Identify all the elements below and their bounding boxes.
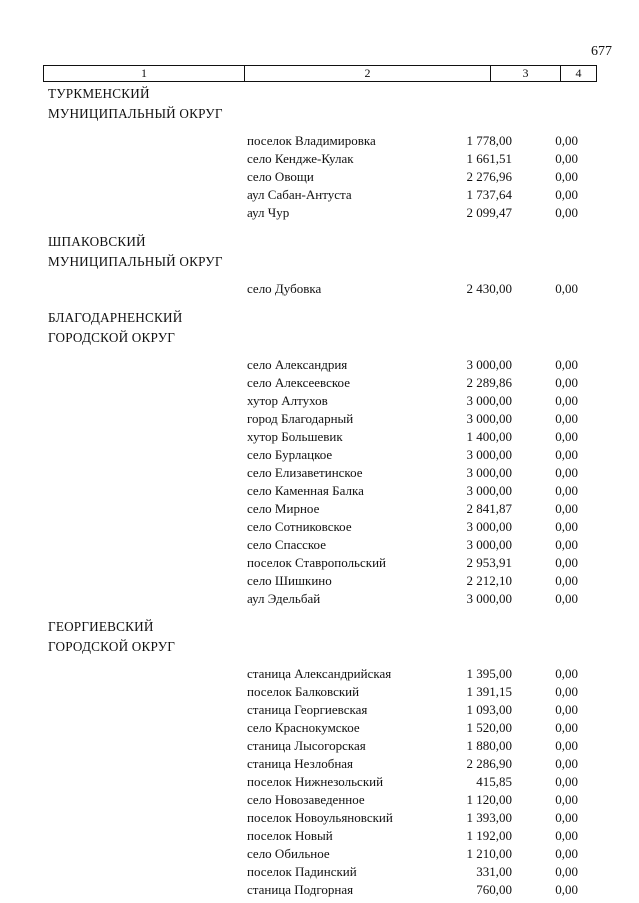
table-row bbox=[0, 500, 639, 518]
value-col-4: 0,00 bbox=[555, 357, 578, 372]
value-col-3: 415,85 bbox=[476, 774, 512, 789]
settlement-name: село Каменная Балка bbox=[247, 483, 364, 498]
table-row bbox=[0, 446, 639, 464]
table-row bbox=[0, 374, 639, 392]
settlement-name: село Алексеевское bbox=[247, 375, 350, 390]
table-body bbox=[0, 84, 639, 899]
value-col-3: 1 737,64 bbox=[466, 187, 512, 202]
value-col-3: 3 000,00 bbox=[466, 447, 512, 462]
value-col-3: 1 400,00 bbox=[466, 429, 512, 444]
district-heading-line: ШПАКОВСКИЙ bbox=[48, 234, 146, 249]
value-col-4: 0,00 bbox=[555, 151, 578, 166]
value-col-3: 1 192,00 bbox=[466, 828, 512, 843]
settlement-list bbox=[0, 665, 639, 899]
settlement-name: поселок Новоульяновский bbox=[247, 810, 393, 825]
table-row bbox=[0, 356, 639, 374]
settlement-name: аул Сабан-Антуста bbox=[247, 187, 352, 202]
table-row bbox=[0, 392, 639, 410]
value-col-4: 0,00 bbox=[555, 411, 578, 426]
district-heading bbox=[48, 232, 639, 272]
table-row bbox=[0, 554, 639, 572]
district-heading-line: МУНИЦИПАЛЬНЫЙ ОКРУГ bbox=[48, 106, 223, 121]
settlement-list bbox=[0, 132, 639, 222]
table-row bbox=[0, 590, 639, 608]
table-row bbox=[0, 701, 639, 719]
value-col-4: 0,00 bbox=[555, 702, 578, 717]
value-col-4: 0,00 bbox=[555, 555, 578, 570]
table-row bbox=[0, 665, 639, 683]
value-col-3: 3 000,00 bbox=[466, 357, 512, 372]
table-row bbox=[0, 572, 639, 590]
value-col-3: 1 395,00 bbox=[466, 666, 512, 681]
settlement-name: поселок Ставропольский bbox=[247, 555, 386, 570]
table-row bbox=[0, 827, 639, 845]
value-col-4: 0,00 bbox=[555, 774, 578, 789]
district-heading-line: ГЕОРГИЕВСКИЙ bbox=[48, 619, 154, 634]
settlement-name: станица Незлобная bbox=[247, 756, 354, 771]
value-col-4: 0,00 bbox=[555, 573, 578, 588]
settlement-name: аул Эдельбай bbox=[247, 591, 321, 606]
value-col-3: 1 120,00 bbox=[466, 792, 512, 807]
value-col-4: 0,00 bbox=[555, 281, 578, 296]
table-row bbox=[0, 428, 639, 446]
district-heading bbox=[48, 84, 639, 124]
value-col-3: 1 093,00 bbox=[466, 702, 512, 717]
value-col-3: 2 289,86 bbox=[466, 375, 512, 390]
value-col-3: 2 430,00 bbox=[466, 281, 512, 296]
table-row bbox=[0, 863, 639, 881]
value-col-4: 0,00 bbox=[555, 429, 578, 444]
value-col-3: 1 661,51 bbox=[466, 151, 512, 166]
value-col-3: 1 880,00 bbox=[466, 738, 512, 753]
settlement-name: село Спасское bbox=[247, 537, 326, 552]
settlement-name: поселок Владимировка bbox=[247, 133, 376, 148]
table-row bbox=[0, 410, 639, 428]
settlement-name: село Сотниковское bbox=[247, 519, 352, 534]
value-col-4: 0,00 bbox=[555, 666, 578, 681]
settlement-name: станица Лысогорская bbox=[247, 738, 366, 753]
settlement-name: село Кендже-Кулак bbox=[247, 151, 354, 166]
value-col-3: 331,00 bbox=[476, 864, 512, 879]
settlement-name: село Краснокумское bbox=[247, 720, 360, 735]
column-header-3: 3 bbox=[522, 66, 529, 80]
value-col-3: 2 212,10 bbox=[466, 573, 512, 588]
value-col-3: 3 000,00 bbox=[466, 411, 512, 426]
value-col-3: 3 000,00 bbox=[466, 537, 512, 552]
value-col-4: 0,00 bbox=[555, 591, 578, 606]
value-col-4: 0,00 bbox=[555, 393, 578, 408]
value-col-4: 0,00 bbox=[555, 882, 578, 897]
district-heading bbox=[48, 308, 639, 348]
settlement-name: аул Чур bbox=[247, 205, 290, 220]
value-col-3: 2 286,90 bbox=[466, 756, 512, 771]
value-col-4: 0,00 bbox=[555, 501, 578, 516]
settlement-name: хутор Большевик bbox=[247, 429, 343, 444]
table-row bbox=[0, 186, 639, 204]
settlement-name: город Благодарный bbox=[247, 411, 354, 426]
settlement-name: станица Подгорная bbox=[247, 882, 354, 897]
table-row bbox=[0, 683, 639, 701]
table-row bbox=[0, 536, 639, 554]
table-row bbox=[0, 809, 639, 827]
value-col-4: 0,00 bbox=[555, 792, 578, 807]
value-col-4: 0,00 bbox=[555, 738, 578, 753]
value-col-4: 0,00 bbox=[555, 756, 578, 771]
value-col-4: 0,00 bbox=[555, 828, 578, 843]
value-col-3: 2 099,47 bbox=[466, 205, 512, 220]
value-col-3: 1 393,00 bbox=[466, 810, 512, 825]
column-header-2: 2 bbox=[364, 66, 371, 80]
table-row bbox=[0, 755, 639, 773]
settlement-name: село Дубовка bbox=[247, 281, 322, 296]
settlement-name: село Обильное bbox=[247, 846, 330, 861]
value-col-4: 0,00 bbox=[555, 205, 578, 220]
table-header bbox=[43, 65, 597, 82]
value-col-3: 2 953,91 bbox=[466, 555, 512, 570]
value-col-4: 0,00 bbox=[555, 846, 578, 861]
value-col-3: 3 000,00 bbox=[466, 393, 512, 408]
settlement-name: село Елизаветинское bbox=[247, 465, 363, 480]
settlement-name: село Шишкино bbox=[247, 573, 332, 588]
value-col-4: 0,00 bbox=[555, 720, 578, 735]
value-col-4: 0,00 bbox=[555, 519, 578, 534]
table-row bbox=[0, 132, 639, 150]
value-col-4: 0,00 bbox=[555, 684, 578, 699]
settlement-name: поселок Балковский bbox=[247, 684, 360, 699]
value-col-3: 2 276,96 bbox=[466, 169, 512, 184]
district-heading-line: ГОРОДСКОЙ ОКРУГ bbox=[48, 330, 176, 345]
value-col-4: 0,00 bbox=[555, 537, 578, 552]
value-col-3: 3 000,00 bbox=[466, 591, 512, 606]
value-col-3: 1 210,00 bbox=[466, 846, 512, 861]
district-heading-line: МУНИЦИПАЛЬНЫЙ ОКРУГ bbox=[48, 254, 223, 269]
value-col-4: 0,00 bbox=[555, 375, 578, 390]
table-row bbox=[0, 204, 639, 222]
value-col-3: 3 000,00 bbox=[466, 519, 512, 534]
value-col-4: 0,00 bbox=[555, 465, 578, 480]
value-col-4: 0,00 bbox=[555, 169, 578, 184]
value-col-4: 0,00 bbox=[555, 810, 578, 825]
table-row bbox=[0, 881, 639, 899]
page-number: 677 bbox=[591, 44, 612, 59]
settlement-name: станица Александрийская bbox=[247, 666, 392, 681]
value-col-3: 1 520,00 bbox=[466, 720, 512, 735]
table-row bbox=[0, 464, 639, 482]
table-row bbox=[0, 719, 639, 737]
settlement-name: село Бурлацкое bbox=[247, 447, 333, 462]
settlement-name: поселок Падинский bbox=[247, 864, 357, 879]
settlement-name: поселок Нижнезольский bbox=[247, 774, 384, 789]
settlement-name: село Овощи bbox=[247, 169, 314, 184]
value-col-3: 3 000,00 bbox=[466, 465, 512, 480]
settlement-name: хутор Алтухов bbox=[247, 393, 328, 408]
table-row bbox=[0, 845, 639, 863]
settlement-name: село Новозаведенное bbox=[247, 792, 365, 807]
column-header-4: 4 bbox=[575, 66, 582, 80]
table-row bbox=[0, 150, 639, 168]
settlement-list bbox=[0, 280, 639, 298]
settlement-name: станица Георгиевская bbox=[247, 702, 368, 717]
table-row bbox=[0, 791, 639, 809]
value-col-4: 0,00 bbox=[555, 447, 578, 462]
district-heading-line: ГОРОДСКОЙ ОКРУГ bbox=[48, 639, 176, 654]
value-col-3: 1 391,15 bbox=[466, 684, 512, 699]
value-col-3: 1 778,00 bbox=[466, 133, 512, 148]
value-col-4: 0,00 bbox=[555, 483, 578, 498]
value-col-4: 0,00 bbox=[555, 864, 578, 879]
district-heading-line: БЛАГОДАРНЕНСКИЙ bbox=[48, 310, 183, 325]
settlement-name: поселок Новый bbox=[247, 828, 333, 843]
value-col-3: 3 000,00 bbox=[466, 483, 512, 498]
table-row bbox=[0, 168, 639, 186]
column-header-1: 1 bbox=[141, 66, 147, 80]
district-heading bbox=[48, 617, 639, 657]
settlement-name: село Александрия bbox=[247, 357, 348, 372]
settlement-list bbox=[0, 356, 639, 608]
value-col-3: 760,00 bbox=[476, 882, 512, 897]
district-heading-line: ТУРКМЕНСКИЙ bbox=[48, 86, 150, 101]
table-row bbox=[0, 280, 639, 298]
value-col-4: 0,00 bbox=[555, 187, 578, 202]
value-col-4: 0,00 bbox=[555, 133, 578, 148]
table-row bbox=[0, 737, 639, 755]
table-row bbox=[0, 482, 639, 500]
settlement-name: село Мирное bbox=[247, 501, 320, 516]
value-col-3: 2 841,87 bbox=[466, 501, 512, 516]
table-row bbox=[0, 773, 639, 791]
table-row bbox=[0, 518, 639, 536]
